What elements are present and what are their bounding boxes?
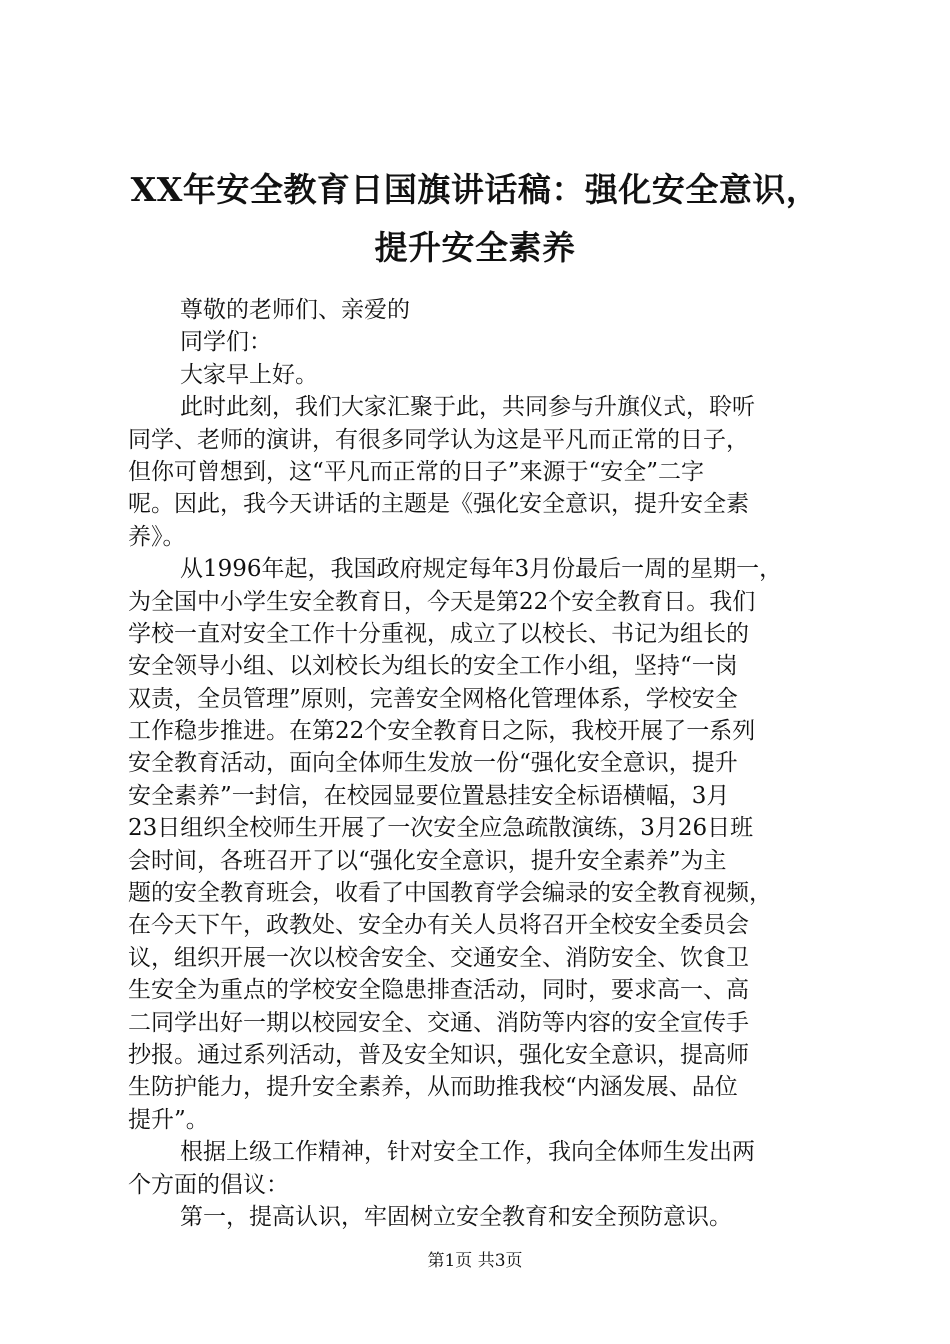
text-line: 大家早上好。 (180, 361, 318, 388)
text-line: 个方面的倡议： (128, 1171, 289, 1198)
text-line: 安全素养”一封信，在校园显要位置悬挂安全标语横幅，3月 (128, 782, 730, 809)
document-title-line-2: 提升安全素养 (374, 228, 576, 267)
text-line: 提升”。 (128, 1106, 209, 1133)
text-line: 从1996年起，我国政府规定每年3月份最后一周的星期一， (180, 556, 783, 583)
text-line: 同学、老师的演讲，有很多同学认为这是平凡而正常的日子， (128, 426, 749, 453)
text-line: 生防护能力，提升安全素养，从而助推我校“内涵发展、品位 (128, 1074, 738, 1101)
text-line: 工作稳步推进。在第22个安全教育日之际，我校开展了一系列 (128, 718, 756, 745)
text-line: 在今天下午，政教处、安全办有关人员将召开全校安全委员会 (128, 912, 749, 939)
text-line: 此时此刻，我们大家汇聚于此，共同参与升旗仪式，聆听 (180, 394, 755, 421)
page-footer: 第1页 共3页 (427, 1251, 523, 1271)
text-line: 会时间，各班召开了以“强化安全意识，提升安全素养”为主 (128, 847, 727, 874)
text-line: 为全国中小学生安全教育日，今天是第22个安全教育日。我们 (128, 588, 756, 615)
text-line: 双责，全员管理”原则，完善安全网格化管理体系，学校安全 (128, 685, 738, 712)
text-line: 第一，提高认识，牢固树立安全教育和安全预防意识。 (180, 1203, 732, 1230)
text-line: 学校一直对安全工作十分重视，成立了以校长、书记为组长的 (128, 620, 749, 647)
text-line: 但你可曾想到，这“平凡而正常的日子”来源于“安全”二字 (128, 458, 705, 485)
text-line: 同学们： (180, 329, 272, 356)
text-line: 题的安全教育班会，收看了中国教育学会编录的安全教育视频， (128, 880, 772, 907)
document-body (128, 294, 830, 1233)
text-line: 根据上级工作精神，针对安全工作，我向全体师生发出两 (180, 1139, 755, 1166)
text-line: 尊敬的老师们、亲爱的 (180, 297, 410, 323)
text-line: 养》。 (128, 523, 186, 550)
text-line: 议，组织开展一次以校舍安全、交通安全、消防安全、饮食卫 (128, 944, 749, 971)
text-line: 抄报。通过系列活动，普及安全知识，强化安全意识，提高师 (128, 1041, 749, 1068)
document-title-line-1: XX年安全教育日国旗讲话稿：强化安全意识， (130, 170, 820, 209)
text-line: 呢。因此，我今天讲话的主题是《强化安全意识，提升安全素 (128, 491, 749, 518)
text-line: 23日组织全校师生开展了一次安全应急疏散演练，3月26日班 (128, 815, 754, 842)
text-line: 安全领导小组、以刘校长为组长的安全工作小组，坚持“一岗 (128, 653, 738, 680)
text-line: 二同学出好一期以校园安全、交通、消防等内容的安全宣传手 (128, 1009, 749, 1036)
text-line: 安全教育活动，面向全体师生发放一份“强化安全意识，提升 (128, 750, 738, 777)
text-line: 生安全为重点的学校安全隐患排查活动，同时，要求高一、高 (128, 977, 749, 1004)
